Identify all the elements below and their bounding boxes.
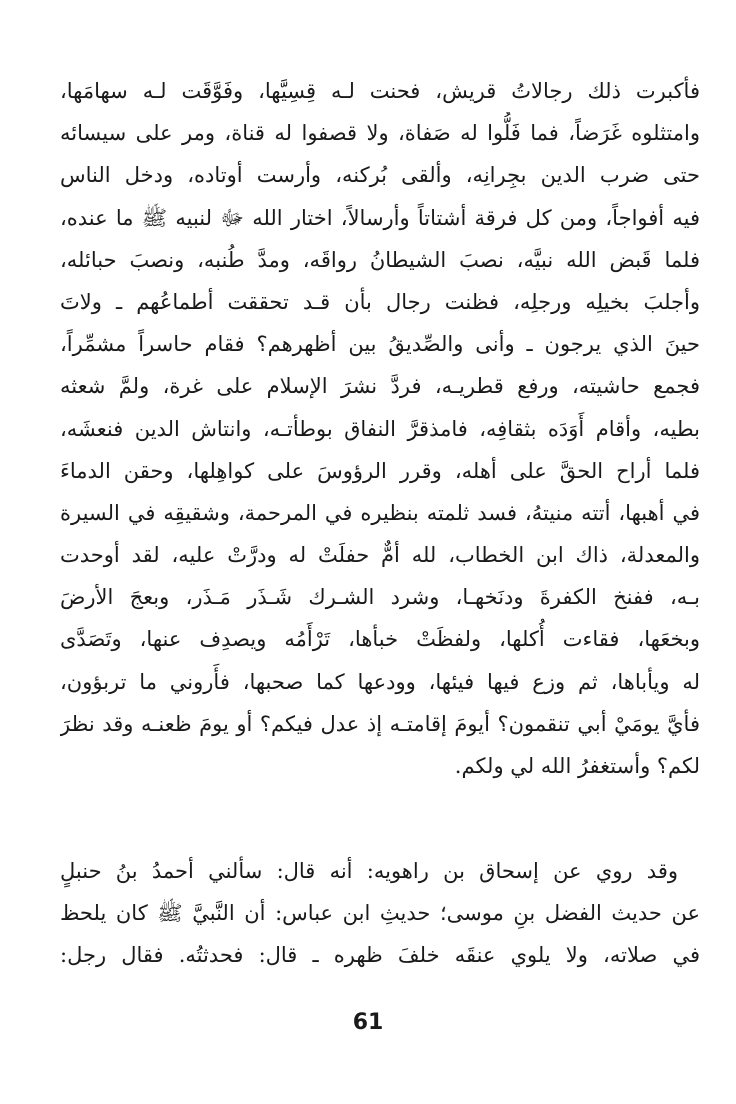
paragraph-2: [60, 850, 700, 977]
text-line: فأكبرت ذلك رجالاتُ قريش، فحنت لـه قِسِيَّها، وفَوَّقَت لـه سهامَها،: [60, 79, 700, 103]
text-line: عن حديث الفضل بنِ موسى؛ حديثِ ابن عباس: أن النَّبيَّ ﷺ كان يلحظ: [60, 901, 700, 926]
text-line: وامتثلوه غَرَضاً، فما فَلُّوا له صَفاة، ولا قصفوا له قناة، ومر على سيسائه: [60, 121, 700, 146]
text-line: حينَ الذي يرجون ـ وأنى والصِّديقُ بين أظهرهم؟ فقام حاسراً مشمِّراً،: [60, 332, 700, 357]
text-line: بطيه، وأقام أَوَدَه بثقافِه، فامذقرَّ النفاق بوطأتـه، وانتاش الدين فنعشَه،: [60, 416, 700, 441]
text-line: له ويأباها، ثم وزع فيها فيئها، وودعها كما صحبها، فأَروني ما تربؤون،: [60, 669, 700, 694]
text-line: فأيَّ يومَيْ أبي تنقمون؟ أيومَ إقامتـه إذ عدل فيكم؟ أو يومَ ظعنـه وقد نظرَ: [60, 711, 700, 736]
text-line: وقد روي عن إسحاق بن راهويه: أنه قال: سألني أحمدُ بنُ حنبلٍ: [60, 859, 678, 883]
text-line: فيه أفواجاً، ومن كل فرقة أشتاتاً وأرسالاً، اختار الله ﷻ لنبيه ﷺ ما عنده،: [60, 205, 700, 230]
text-line: في صلاته، ولا يلوي عنقَه خلفَ ظهره ـ قال: فحدثتُه. فقال رجل:: [60, 943, 700, 968]
text-line: وأجلبَ بخيلِه ورجلِه، فظنت رجال بأن قـد تحققت أطماعُهم ـ ولاتَ: [60, 289, 700, 314]
text-line: وبخعَها، فقاءت أُكلها، ولفظَتْ خبأها، تَرْأَمُه ويصدِف عنها، وتَصَدَّى: [60, 627, 700, 652]
text-line: بـه، ففنخ الكفرةَ ودنَخهـا، وشرد الشـرك شَـذَر مَـذَر، وبعجَ الأرضَ: [60, 585, 700, 610]
text-line: فلما قَبض الله نبيَّه، نصبَ الشيطانُ رواقَه، ومدَّ طُنبه، ونصبَ حبائله،: [60, 247, 700, 272]
text-line: حتى ضرب الدين بجِرانِه، وألقى بُركنه، وأرست أوتاده، ودخل الناس: [60, 163, 700, 188]
text-line-last: لكم؟ وأستغفرُ الله لي ولكم.: [454, 754, 700, 778]
text-line: في أهبها، أتته منيتهُ، فسد ثلمته بنظيره في المرحمة، وشقيقِه في السيرة: [60, 500, 700, 525]
text-line: فجمع حاشيته، ورفع قطريـه، فردَّ نشرَ الإسلام على غرة، ولمَّ شعثه: [60, 374, 700, 399]
paragraph-1: [60, 70, 700, 787]
text-line: فلما أراح الحقَّ على أهله، وقرر الرؤوسَ على كواهِلها، وحقن الدماءَ: [60, 458, 700, 483]
page-number: 61: [352, 1010, 384, 1035]
text-line: والمعدلة، ذاك ابن الخطاب، لله أمٌّ حفلَتْ له ودرَّتْ عليه، لقد أوحدت: [60, 543, 700, 568]
